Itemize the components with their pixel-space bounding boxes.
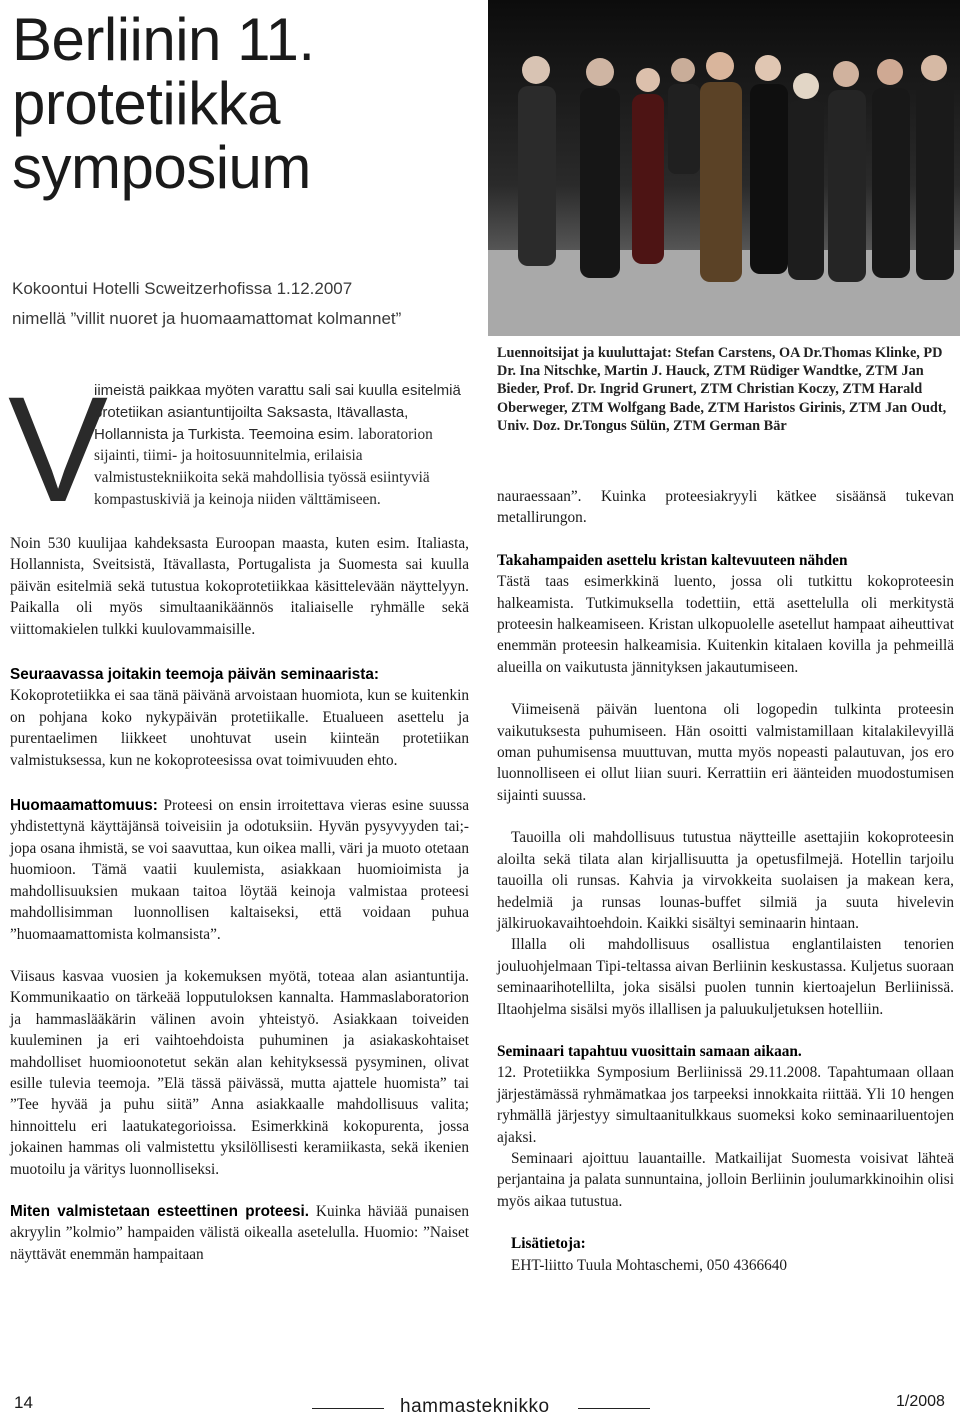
body-paragraph: Tästä taas esimerkkinä luento, jossa oli tutkittu kokoproteesin halkeamista. Tutkimuksella todettiin, että asettelulla oli merkitystä proteesin halkeamiseen. Kristan ulkopuolelle asetellut hampaat aiheuttivat enemmän proteesin halkeamisia. Kuitenkin kitalaen kovilla ja pehmeillä alueilla on vaikutusta jännityksen jakautumiseen.	[497, 573, 954, 676]
photo-caption: Luennoitsijat ja kuuluttajat: Stefan Carstens, OA Dr.Thomas Klinke, PD Dr. Ina Nitschke, Martin J. Hauck, ZTM Rüdiger Wandtke, ZTM Jan Bieder, Prof. Dr. Ingrid Grunert, ZTM Christian Koczy, ZTM Harald Oberweger, ZTM Wolfgang Bade, ZTM Haristos Girinis, ZTM Jan Oudt, Univ. Doz. Dr.Tongus Sülün, ZTM German Bär	[497, 345, 947, 434]
section-heading: Seminaari tapahtuu vuosittain samaan aikaan.	[497, 1042, 802, 1060]
title-line: protetiikka	[12, 70, 280, 137]
body-paragraph: Viisaus kasvaa vuosien ja kokemuksen myötä, toteaa alan asiantuntija. Kommunikaatio on tärkeää lopputuloksen kannalta. Hammaslaboratorion ja hammaslääkärin välinen avoin yhteistyö. Asiakkaan toiveiden kuuleminen ja eri vaihtoehdoista puhuminen ja asiakaskohtaiset mahdolliset huomioonotetut sekän alan kehityksessä pysyminen, olivat esille tulevia teemoja. ”Elä tässä päivässä, mutta ajattele huomista” tai ”Tee hyvää ja puhu siitä” Anna asiakkaalle mahdollisuus valita; hinnoittelu eri laatukategorioissa. Esimerkkinä kokopurenta, jossa jokainen hammas oli valmistettu yksilöllisesti keramiikasta, sekä ikenien muotoilu ja väritys luonnolliseksi.	[10, 967, 469, 1178]
magazine-name: hammasteknikko	[400, 1396, 550, 1417]
body-paragraph: Tauoilla oli mahdollisuus tutustua näytteille asettajiin kokoproteesin aloilta sekä tilata alan kirjallisuutta ja opetusfilmejä. Hotellin tarjoilu tauoilla oli runsas. Kahvia ja virvokkeita suolaisen ja makean kera, hedelmiä ja runsas lounas-buffet silmiä ja suuta hivelevin jälkiruokavaihtoehdoin. Kaikki sisältyi seminaarin hintaan.	[497, 829, 954, 932]
issue-number: 1/2008	[896, 1393, 945, 1410]
body-paragraph	[10, 1201, 469, 1265]
body-paragraph: Kokoprotetiikka ei saa tänä päivänä arvoistaan huomiota, kun se kuitenkin on pohjana koko nykypäivän protetiikalle. Etualueen asettelu ja purentaelimen liikkeet unohtuvat usein kiinteän protetiikan valmistuksessa, kun ne kokoproteesissa ovat toimivuuden ehto.	[10, 687, 469, 769]
body-paragraph: Seminaari ajoittuu lauantaille. Matkailijat Suomesta voisivat lähteä perjantaina ja palata sunnuntaina, jolloin Berliinin joulumarkkinoihin olisi myös aikaa tutustua.	[497, 1149, 954, 1210]
page-number: 14	[14, 1393, 33, 1412]
group-photo-illustration	[488, 0, 960, 336]
body-paragraph: Noin 530 kuulijaa kahdeksasta Euroopan maasta, kuten esim. Italiasta, Hollannista, Sveitsistä, Itävallasta, Portugalista ja Suomesta sai kuulla päivän esitelmiä sekä tutustua kokoprotetiikkaa käsittelevään näyttelyyn. Paikalla oli myös simultaanikäännös italiaiselle ryhmälle sekä viittomakielen tulkki kuulovammaisille.	[10, 535, 469, 638]
paragraph-lead-in: Miten valmistetaan esteettinen proteesi.	[10, 1202, 310, 1220]
right-column	[497, 486, 954, 1276]
section-heading: Takahampaiden asettelu kristan kaltevuuteen nähden	[497, 551, 848, 569]
info-contact: EHT-liitto Tuula Mohtaschemi, 050 4366640	[511, 1256, 788, 1274]
group-photo	[488, 0, 960, 336]
paragraph-text: Proteesi on ensin irroitettava vieras esine suussa yhdistettynä käyttäjänsä toiveisiin ja odotuksiin. Hyvän pysyvyyden tai;- jopa osana ihmistä, se voi saavuttaa, kun oikea malli, väri ja muoto otetaan huomioon. Tämä vaatii kuulemista, asiakkaan huomioimista ja mahdollisuuksien mukaan taitoa löytää keinoja valmistaa proteesi mahdollisimman luonnollisen kaltaiseksi, että voidaan puhua ”huomaamattomista kolmansista”.	[10, 797, 469, 943]
body-paragraph: Illalla oli mahdollisuus osallistua englantilaisten tenorien jouluohjelmaan Tipi-teltassa aivan Berliinin keskustassa. Kuljetus suoraan seminaarihotellilta, joka sisälsi puolen tunnin kiertoajelun Berliinissä. Iltaohjelma sisälsi myös illallisen ja paluukuljetuksen hotelliin.	[497, 936, 954, 1018]
section-heading: Seuraavassa joitakin teemoja päivän seminaarista:	[10, 666, 380, 684]
lead-sans-text: iimeistä paikkaa myöten varattu sali sai kuulla esitelmiä protetiikan asiantuntijoilta Saksasta, Itävallasta, Hollannista ja Turkista. Teemoina esim.	[94, 382, 461, 443]
footer-rule	[312, 1408, 384, 1409]
body-paragraph: nauraessaan”. Kuinka proteesiakryyli kätkee sisäänsä tukevan metallirungon.	[497, 488, 954, 527]
subtitle-line: nimellä ”villit nuoret ja huomaamattomat kolmannet”	[12, 309, 402, 328]
lead-paragraph	[94, 380, 470, 511]
footer-rule	[578, 1408, 650, 1409]
article-title	[12, 8, 482, 200]
body-paragraph	[10, 795, 469, 945]
subtitle-line: Kokoontui Hotelli Scweitzerhofissa 1.12.2007	[12, 279, 353, 298]
body-paragraph: 12. Protetiikka Symposium Berliinissä 29.11.2008. Tapahtumaan ollaan järjestämässä ryhmämatkaa jos tarpeeksi innokkaita riittää. Yli 10 hengen ryhmällä järjestyy simultaanitulkkaus suomeksi koko seminaariluentojen ajaksi.	[497, 1064, 954, 1146]
drop-cap: V	[8, 365, 109, 533]
info-heading: Lisätietoja:	[511, 1235, 586, 1253]
left-column	[10, 533, 469, 1265]
paragraph-text: Kuinka häviää punaisen akryylin ”kolmio” hampaiden välistä oikealla asetelulla. Huomio: ”Naiset näyttävät enemmän hampaitaan	[10, 1202, 469, 1263]
paragraph-lead-in: Huomaamattomuus:	[10, 797, 158, 815]
title-line: symposium	[12, 134, 311, 201]
title-line: Berliinin 11.	[12, 6, 315, 73]
lead-serif-text: laboratorion sijainti, tiimi- ja hoitosuunnitelmia, erilaisia valmistustekniikoita sekä mahdollisia työssä esiintyviä kompastuskiviä ja keinoja niiden välttämiseen.	[94, 425, 433, 508]
article-subtitle	[12, 274, 482, 334]
body-paragraph: Viimeisenä päivän luentona oli logopedin tulkinta proteesin vaikutuksesta puhumiseen. Hän osoitti valmistamillaan kitalakilevyillä oman puhumisensa muuttuvan, mutta myös nopeasti palautuvan, jos ero luonnolliseen ei ollut liian suuri. Kerrattiin eri äänteiden muodostumisen sijainti suussa.	[497, 701, 954, 804]
